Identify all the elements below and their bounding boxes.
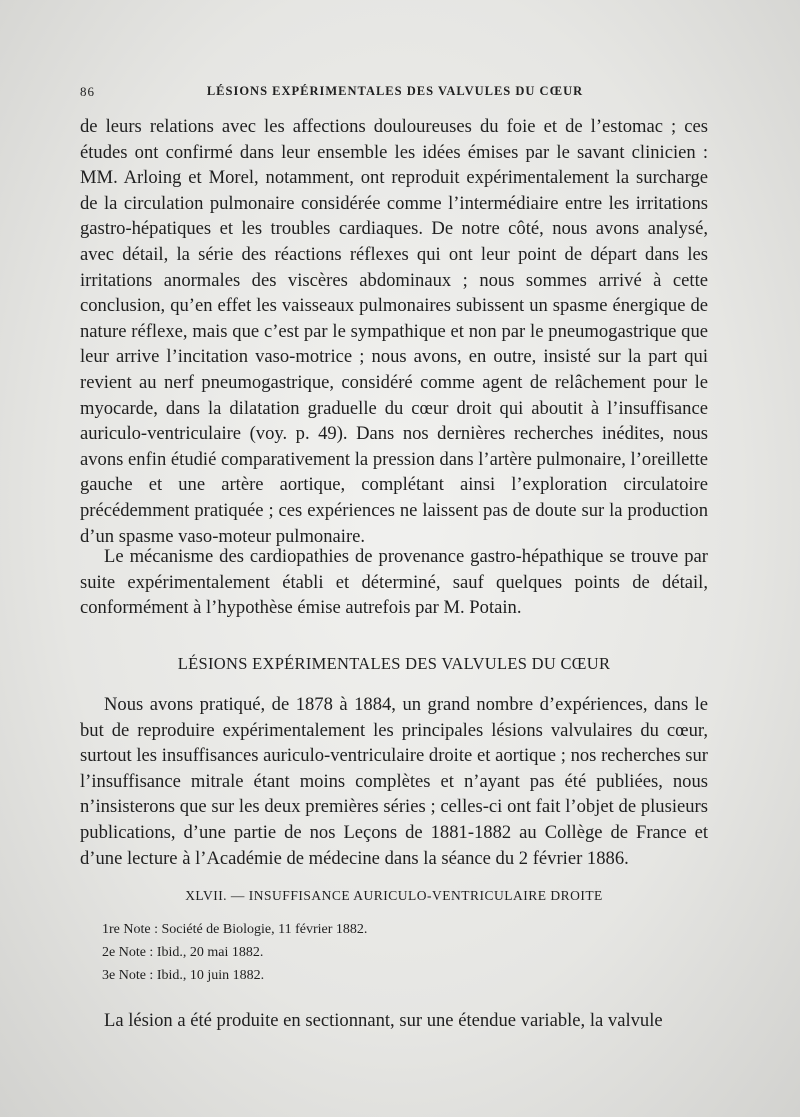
running-head: LÉSIONS EXPÉRIMENTALES DES VALVULES DU CŒUR xyxy=(206,84,584,98)
paragraph-4: La lésion a été produite en sectionnant, sur une étendue variable, la valvule xyxy=(104,1010,663,1031)
page-number: 86 xyxy=(80,84,95,99)
paragraph-2: Le mécanisme des cardiopathies de provenance gastro-hépathique se trouve par suite expérimentalement établi et déterminé, sauf quelques points de détail, conformément à l’hypothèse émise autrefois par M. Potain. xyxy=(80,546,708,619)
notes-list xyxy=(102,918,602,987)
section-title: LÉSIONS EXPÉRIMENTALES DES VALVULES DU CŒUR xyxy=(177,654,611,673)
paragraph-1: de leurs relations avec les affections douloureuses du foie et de l’estomac ; ces études ont confirmé dans leur ensemble les idées émises par le savant clinicien : MM. Arloing et Morel, notamment, ont reproduit expérimentalement la surcharge de la circulation pulmonaire considérée comme l’intermédiaire entre les irritations gastro-hépatiques et les troubles cardiaques. De notre côté, nous avons analysé, avec détail, la série des réactions réflexes qui ont leur point de départ dans les irritations anormales des viscères abdominaux ; nous sommes arrivé à cette conclusion, qu’en effet les vaisseaux pulmonaires subissent un spasme énergique de nature réflexe, mais que c’est par le sympathique et non par le pneumogastrique que leur arrive l’incitation vaso-motrice ; nous avons, en outre, insisté sur la part qui revient au nerf pneumogastrique, considéré comme agent de relâchement pour le myocarde, dans la dilatation graduelle du cœur droit qui aboutit à l’insuffisance auriculo-ventriculaire (voy. p. 49). Dans nos dernières recherches inédites, nous avons enfin étudié comparativement la pression dans l’artère pulmonaire, l’oreillette gauche et une artère aortique, complétant ainsi l’exploration circulatoire précédemment pratiquée ; ces expériences ne laissent pas de doute sur la production d’un spasme vaso-moteur pulmonaire. xyxy=(80,116,708,547)
note-item: 2e Note : Ibid., 20 mai 1882. xyxy=(102,945,264,960)
subsection-title: XLVII. — INSUFFISANCE AURICULO-VENTRICULAIRE DROITE xyxy=(185,888,603,903)
page-header xyxy=(80,84,710,106)
note-item: 1re Note : Société de Biologie, 11 février 1882. xyxy=(102,922,368,937)
note-item: 3e Note : Ibid., 10 juin 1882. xyxy=(102,968,265,983)
paragraph-3: Nous avons pratiqué, de 1878 à 1884, un grand nombre d’expériences, dans le but de reproduire expérimentalement les principales lésions valvulaires du cœur, surtout les insuffisances auriculo-ventriculaire droite et aortique ; nos recherches sur l’insuffisance mitrale étant moins complètes et n’ayant pas été publiées, nous n’insisterons que sur les deux premières séries ; celles-ci ont fait l’objet de plusieurs publications, d’une partie de nos Leçons de 1881-1882 au Collège de France et d’une lecture à l’Académie de médecine dans la séance du 2 février 1886. xyxy=(80,694,708,869)
